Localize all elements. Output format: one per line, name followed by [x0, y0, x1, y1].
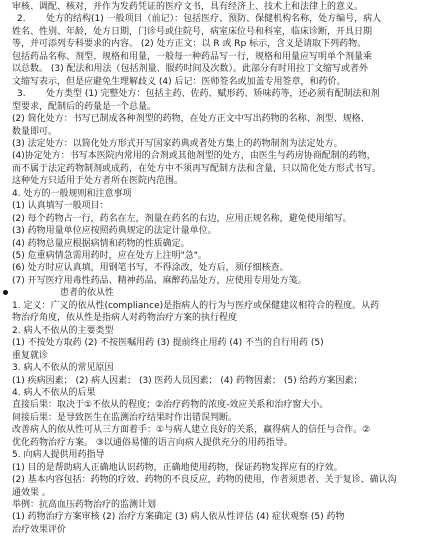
- text-line: 数量即可。: [12, 126, 58, 137]
- text-line: (3) 药物用量单位应按照药典规定的法定计量单位。: [12, 226, 217, 237]
- text-line: (2) 基本内容包括：药物的疗效、药物的不良反应，药物的使用，作者须患者、关于复诊、确认沟: [12, 475, 397, 486]
- text-line: 物治疗角度，依从性是指病人对药物治疗方案的执行程度: [12, 313, 238, 324]
- text-line: (1) 药物治疗方案审核 (2) 治疗方案确定 (3) 病人依从性评估 (4) 症状观察 (5) 药物: [12, 512, 345, 523]
- list-number: 2.: [17, 14, 26, 25]
- text-line: 以总数。 (3) 配法和用法（包括剂量、服药时间及次数）。此部分有时用拉丁文缩写或者外: [12, 64, 368, 75]
- text-line: (7) 开写医疗用毒性药品、精神药品、麻醉药品处方，应使用专用处方笺。: [12, 275, 307, 286]
- text-line: 这种处方只适用于处方者所在医院内范围。: [12, 176, 184, 187]
- text-line: (2) 每个药物占一行，药名在左，剂量在药名的右边，应用正规名称，避免使用缩写。: [12, 213, 352, 224]
- text-line: 3. 处方类型 (1) 完整处方：包括主药、佐药、赋形药、矫味药等，还必须有配制法和剂: [17, 89, 380, 100]
- section-heading: 4. 处方的一般规则和注意事项: [12, 188, 132, 199]
- section-heading: 患者的依从性: [60, 288, 115, 299]
- text-line: (5) 危重病情急需用药时，应在处方上注明"急"。: [12, 251, 207, 261]
- text-line: (1) 认真填写一般项目：: [12, 201, 109, 212]
- text-line: 2. 病人不依从的主要类型: [12, 325, 114, 336]
- text-line: (1) 目的是帮助病人正确地认识药物，正确地使用药物，保证药物发挥应有的疗效。: [12, 462, 343, 473]
- text-line: (1) 疾病因素； (2) 病人因素； (3) 医药人员因素； (4) 药物因素； (5) 给药方案因素；: [12, 375, 363, 386]
- text-line: (6) 处方时应认真填，用钢笔书写，不得涂改，处方后，须仔细核查。: [12, 263, 289, 274]
- list-number: 3.: [17, 89, 26, 100]
- text-line: 治疗效果评价: [12, 524, 67, 535]
- text-line: 姓名、性别、年龄，处方日期，门诊号或住院号，病室床位号和科室，临床诊断，开具日期: [12, 26, 373, 37]
- text-line: 5. 向病人提供用药指导: [12, 450, 105, 461]
- text-line: (4) 药物总量应根据病情和药物的性质确定。: [12, 238, 190, 249]
- text-line: 通效果 。: [12, 487, 51, 498]
- text-line: 型要求，配制后的药量是一个总量。: [12, 101, 157, 112]
- text-line: 优化药物治疗方案。 ③以通俗易懂的语言向病人提供充分的用药指导。: [12, 437, 293, 448]
- text-line: (4)协定处方：书写本医院内常用的合剂或其他剂型的处方，由医生与药房协商配制的药物，: [12, 151, 376, 162]
- text-line: 4. 病人不依从的后果: [12, 387, 96, 398]
- text-line: (3) 法定处方：以简化处方形式开写国家药典或者处方集上的药物制剂为法定处方。: [12, 138, 343, 149]
- text-line: 等，并可添列专科要求的内容。 (2) 处方正文：以 R 或 Rp 标示，含义是请取下列药物。: [12, 39, 367, 50]
- text-line: (2) 简化处方：书写已制成各种剂型的药物，在处方正文中写出药物的名称、剂型、规格、: [12, 114, 370, 125]
- text-line: 重复就诊: [12, 350, 49, 361]
- text-line: 2. 处方的结构(1) 一般项目（前记）：包括医疗、预防、保健机构名称，处方编号，病人: [17, 14, 382, 25]
- text-line: 举例：抗高血压药物治疗的监测计划: [12, 500, 157, 510]
- text-line: 包括药品名称、剂型、规格和用量，一般每一种药品写一行，规格和用量应写明单个剂量乘: [12, 51, 373, 62]
- text-line: (1) 不按处方取药 (2) 不按医嘱用药 (3) 提前终止用药 (4) 不当的自行用药 (5): [12, 338, 324, 349]
- text-line: 而不属于法定药物制剂或成药，在处方中不须再写配制方法和含量，只以简化处方形式书写。: [12, 163, 382, 174]
- text-line: 文缩写表示，但是应避免生理解歧义 (4) 后记：医师签名或加盖专用签章，和药价。: [12, 76, 346, 87]
- text-line: 直接后果：取决于①不依从的程度；②治疗药物的浓度-效应关系和治疗窗大小。: [12, 400, 329, 411]
- text-line: 3. 病人不依从的常见原因: [12, 363, 114, 374]
- text-line: 改善病人的依从性可从三方面着手：①与病人建立良好的关系，赢得病人的信任与合作。②: [12, 425, 371, 436]
- text-line: 间接后果：是导致医生在监测治疗结果时作出错误判断。: [12, 412, 238, 423]
- text-line: 审核、调配、核对，并作为发药凭证的医疗文书，具有经济上、技术上和法律上的意义。: [12, 2, 364, 12]
- text-line: 1. 定义：广义的依从性(compliance)是指病人的行为与医疗或保健建议相符合的程度。从药: [12, 300, 380, 311]
